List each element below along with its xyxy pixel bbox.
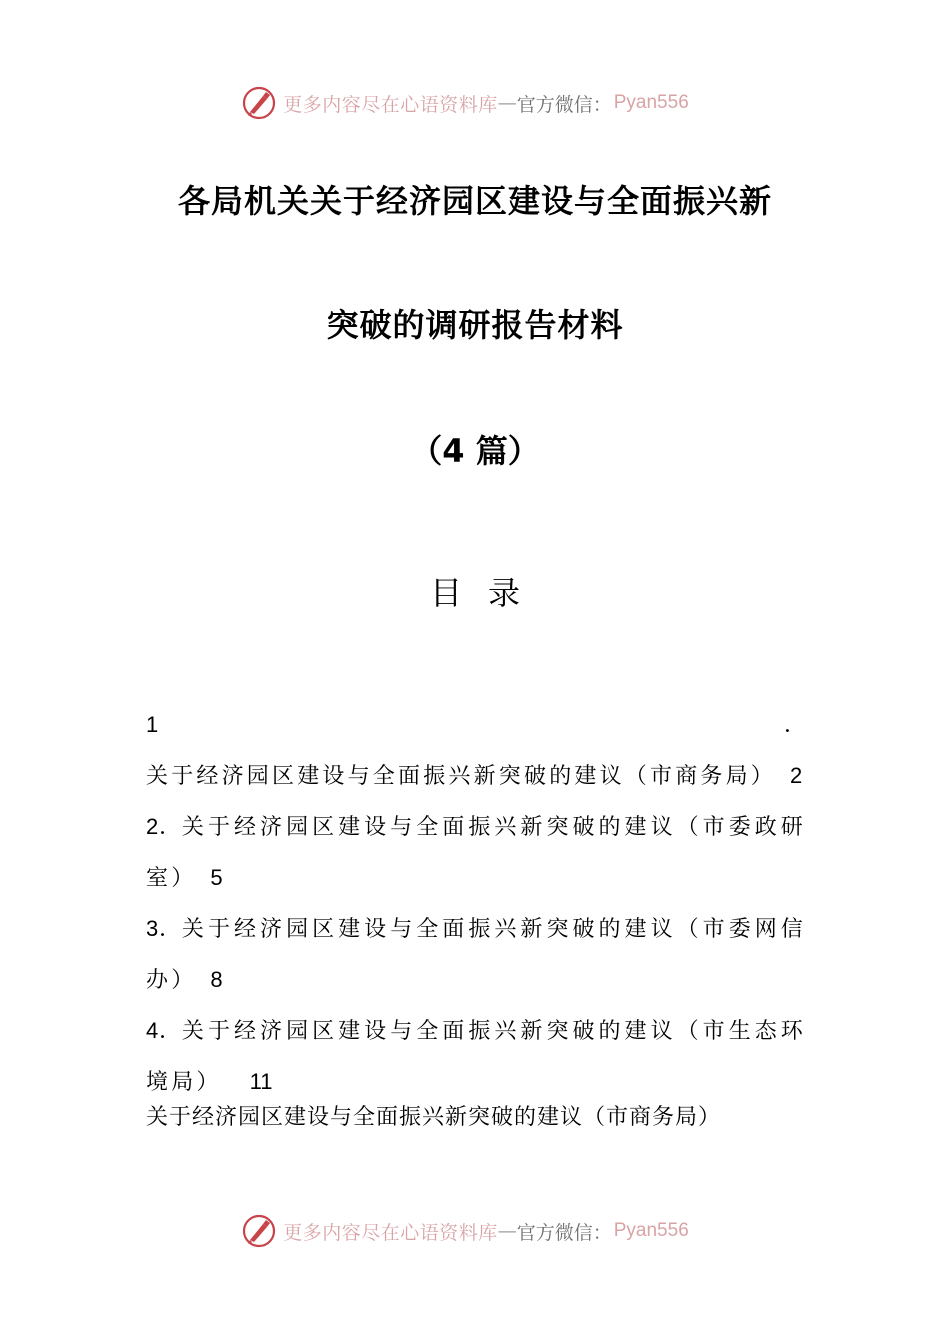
toc-item-number: 1． [146,712,806,737]
watermark-tail: 官方微信： [516,93,612,116]
toc-item-2[interactable] [146,802,806,904]
toc-item-page: 8 [210,967,223,992]
footer-watermark [0,1206,950,1256]
watermark-tail: 官方微信： [516,1221,612,1244]
section-title: 关于经济园区建设与全面振兴新突破的建议（市商务局） [146,1105,722,1130]
pen-nib-logo-icon [241,1213,277,1249]
toc-item-number: 3． [146,916,182,941]
toc-item-4[interactable] [146,1006,806,1108]
toc-item-page: 5 [210,865,223,890]
toc-item-text: 关于经济园区建设与全面振兴新突破的建议（市生态环境局） [146,1019,806,1095]
document-subtitle: （4 篇） [410,432,540,470]
watermark-text: 更多内容尽在心语资料库 [283,1221,498,1244]
watermark-separator: — [497,1220,517,1242]
watermark-account: Pyan556 [613,1220,689,1241]
toc-item-text: 关于经济园区建设与全面振兴新突破的建议（市委网信办） [146,917,806,993]
toc-item-number: 4． [146,1018,182,1043]
document-title-line-2: 突破的调研报告材料 [326,306,624,344]
watermark-account: Pyan556 [613,92,689,113]
header-watermark [0,78,950,128]
toc-heading: 目录 [429,574,546,612]
toc-item-1[interactable] [146,700,806,802]
toc-item-3[interactable] [146,904,806,1006]
document-title-line-1: 各局机关关于经济园区建设与全面振兴新 [177,182,772,220]
watermark-text: 更多内容尽在心语资料库 [283,93,498,116]
toc-item-text: 关于经济园区建设与全面振兴新突破的建议（市商务局） [146,764,777,789]
table-of-contents [146,700,806,1108]
toc-item-page: 11 [249,1069,273,1094]
watermark-separator: — [497,92,517,114]
pen-nib-logo-icon [241,85,277,121]
toc-item-number: 2． [146,814,182,839]
toc-item-page: 2 [790,763,803,788]
toc-item-text: 关于经济园区建设与全面振兴新突破的建议（市委政研室） [146,815,806,891]
